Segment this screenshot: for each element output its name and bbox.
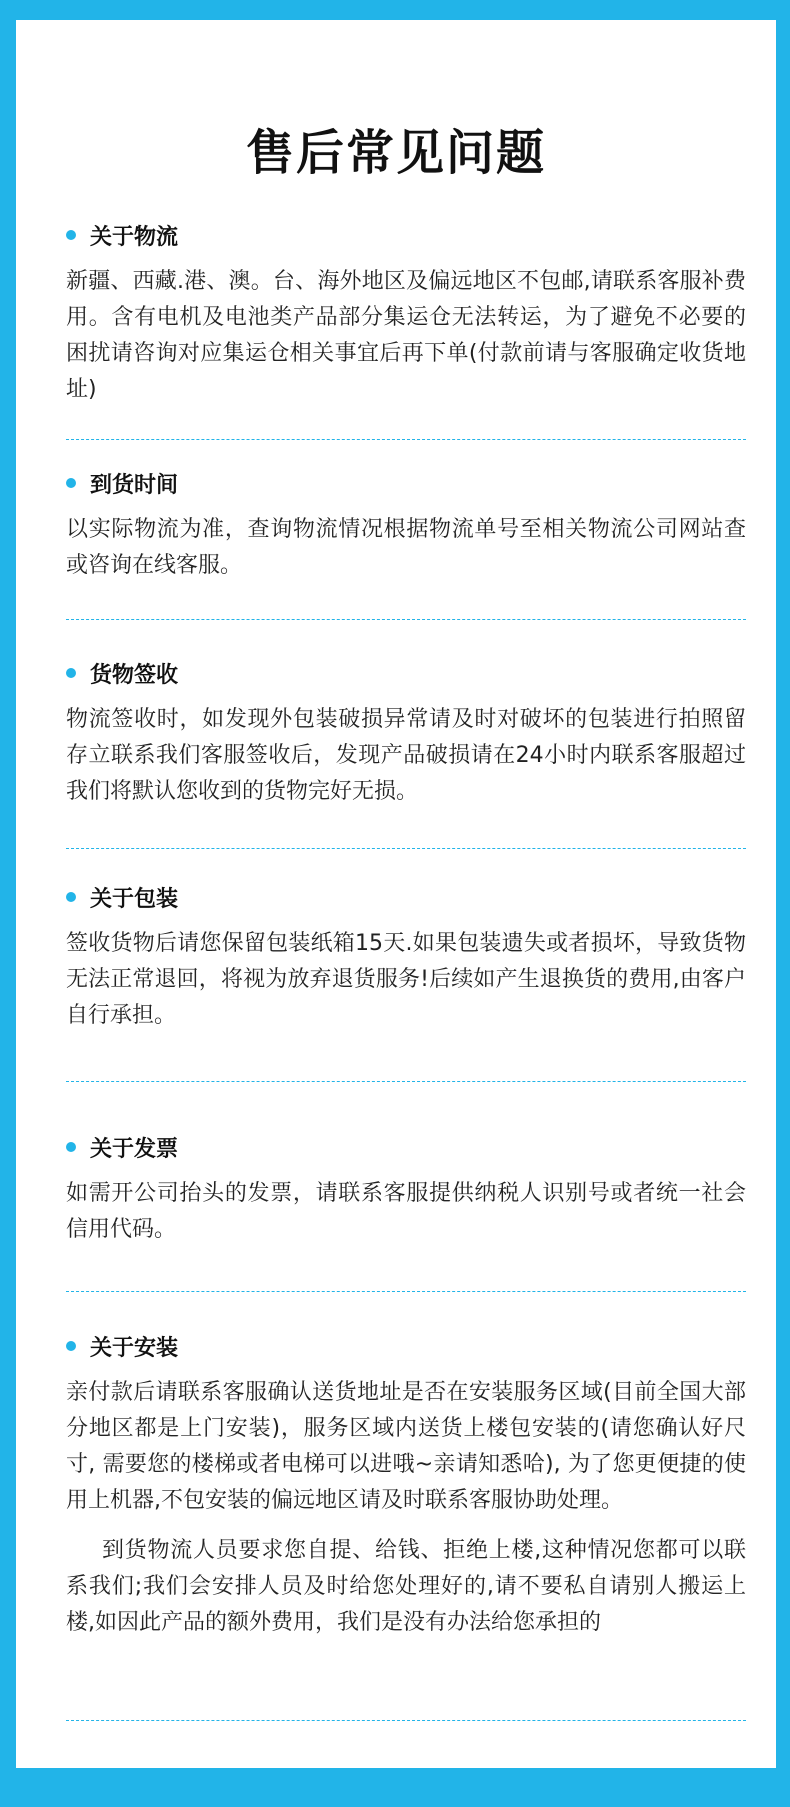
section-title: 关于包装 xyxy=(90,886,179,912)
section-installation xyxy=(66,1331,746,1641)
page-title: 售后常见问题 xyxy=(245,125,546,181)
section-heading xyxy=(66,658,746,688)
section-title: 到货时间 xyxy=(90,472,179,498)
section-text-extra: 到货物流人员要求您自提、给钱、拒绝上楼,这种情况您都可以联系我们;我们会安排人员及时给您处理好的,请不要私自请别人搬运上楼,如因此产品的额外费用，我们是没有办法给您承担的 xyxy=(66,1538,746,1635)
section-text: 如需开公司抬头的发票，请联系客服提供纳税人识别号或者统一社会信用代码。 xyxy=(66,1181,746,1242)
section-text: 物流签收时，如发现外包装破损异常请及时对破坏的包装进行拍照留存立联系我们客服签收后，发现产品破损请在24小时内联系客服超过我们将默认您收到的货物完好无损。 xyxy=(66,707,746,804)
section-invoice xyxy=(66,1132,746,1248)
bullet-icon xyxy=(66,892,76,902)
section-text: 亲付款后请联系客服确认送货地址是否在安装服务区域(目前全国大部分地区都是上门安装)，服务区域内送货上楼包安装的(请您确认好尺寸, 需要您的楼梯或者电梯可以进哦~亲请知悉哈), 为了您更便捷的使用上机器,不包安装的偏远地区请及时联系客服协助处理。 xyxy=(66,1380,746,1513)
section-title: 货物签收 xyxy=(90,662,179,688)
bullet-icon xyxy=(66,478,76,488)
section-heading xyxy=(66,468,746,498)
dashed-divider xyxy=(66,848,746,849)
section-signing xyxy=(66,658,746,810)
dashed-divider xyxy=(66,439,746,440)
bullet-icon xyxy=(66,1142,76,1152)
bullet-icon xyxy=(66,230,76,240)
section-heading xyxy=(66,1331,746,1361)
section-text: 签收货物后请您保留包装纸箱15天.如果包装遗失或者损坏，导致货物无法正常退回，将视为放弃退货服务!后续如产生退换货的费用,由客户自行承担。 xyxy=(66,931,746,1028)
section-delivery-time xyxy=(66,468,746,584)
bullet-icon xyxy=(66,1341,76,1351)
dashed-divider xyxy=(66,1081,746,1082)
section-title: 关于物流 xyxy=(90,224,179,250)
section-logistics xyxy=(66,220,746,408)
section-heading xyxy=(66,220,746,250)
section-heading xyxy=(66,1132,746,1162)
section-title: 关于安装 xyxy=(90,1335,179,1361)
dashed-divider xyxy=(66,1720,746,1721)
section-text: 以实际物流为准，查询物流情况根据物流单号至相关物流公司网站查或咨询在线客服。 xyxy=(66,517,746,578)
content-card xyxy=(16,20,776,1768)
bullet-icon xyxy=(66,668,76,678)
section-title: 关于发票 xyxy=(90,1136,179,1162)
dashed-divider xyxy=(66,1291,746,1292)
section-packaging xyxy=(66,882,746,1034)
section-text: 新疆、西藏.港、澳。台、海外地区及偏远地区不包邮,请联系客服补费用。含有电机及电池类产品部分集运仓无法转运，为了避免不必要的困扰请咨询对应集运仓相关事宜后再下单(付款前请与客服确定收货地址) xyxy=(66,269,746,402)
section-heading xyxy=(66,882,746,912)
dashed-divider xyxy=(66,619,746,620)
